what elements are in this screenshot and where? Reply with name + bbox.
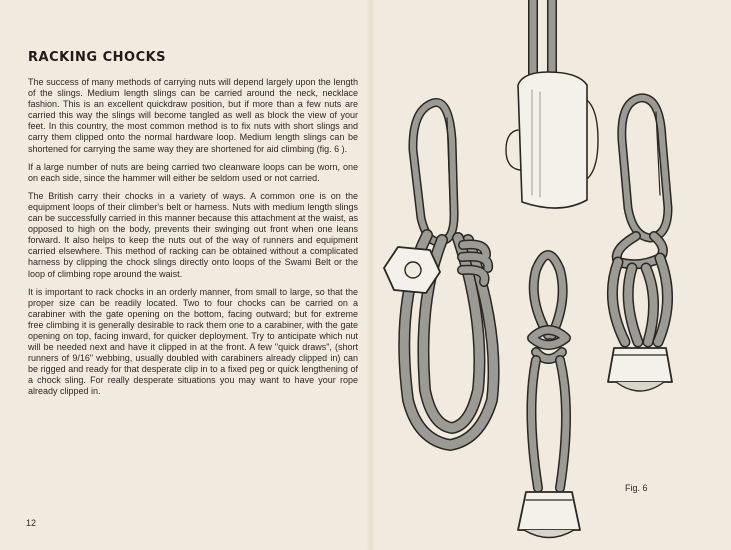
paragraph-4: It is important to rack chocks in an orderly manner, from small to large, so that the proper size can be readily located. Two to four chocks can be carried on a carabiner with the gate opening on the bottom, facing outward; but for extreme free climbing it is generally desirable to rack them one to a carabiner, with the gate opening on top, facing inward, for quicker deployment. Try to anticipate which nut will be needed next and have it clipped in at the front. A few "quick draws", (short runners of 9/16" webbing, usually doubled with carabiners already clipped in) can be rigged and ready for that desperate clip in to a fixed peg or quick lengthening of a chock sling. For really desperate situations you may want to have your rope already clipped in. bbox=[28, 286, 358, 397]
carabiner-right bbox=[622, 98, 668, 238]
paragraph-3: The British carry their chocks in a variety of ways. A common one is on the equipment loops of their climber's belt or harness. Nuts with medium length slings can be successfully carried in this manner because this attachment at the waist, as opposed to high on the body, prevents their swinging out front when one leans forward. It also helps to keep the nuts out of the way of runners and equipment carried elsewhere. This method of racking can be obtained without a complicated harness by clipping the chock slings directly onto loops of the Swami Belt or the loop of climbing rope around the waist. bbox=[28, 190, 358, 279]
page-number: 12 bbox=[26, 518, 37, 528]
sling-left bbox=[384, 235, 494, 445]
figure-caption: Fig. 6 bbox=[625, 483, 648, 493]
hanging-sling-sleeve bbox=[506, 0, 598, 208]
paragraph-2: If a large number of nuts are being carried two cleanware loops can be worn, one on each side, since the hammer will either be seldom used or not carried. bbox=[28, 161, 358, 183]
section-heading: RACKING CHOCKS bbox=[28, 50, 167, 65]
text-column bbox=[28, 50, 358, 405]
figure-6-illustration bbox=[372, 0, 731, 550]
sling-center bbox=[518, 255, 580, 538]
carabiner-left bbox=[413, 102, 454, 241]
sling-right bbox=[608, 236, 672, 391]
paragraph-1: The success of many methods of carrying nuts will depend largely upon the length of the slings. Medium length slings can be carried around the neck, necklace fashion. This is an excellent quickdraw position, but if more than a few nuts are carried this way the slings will become tangled as well as block the view of your feet. In this country, the most common method is to fix nuts with short slings and carry them clipped onto the normal hardware loop. Medium length slings can be shortened for carrying the same way they are shortened for aid climbing (fig. 6 ). bbox=[28, 77, 358, 154]
